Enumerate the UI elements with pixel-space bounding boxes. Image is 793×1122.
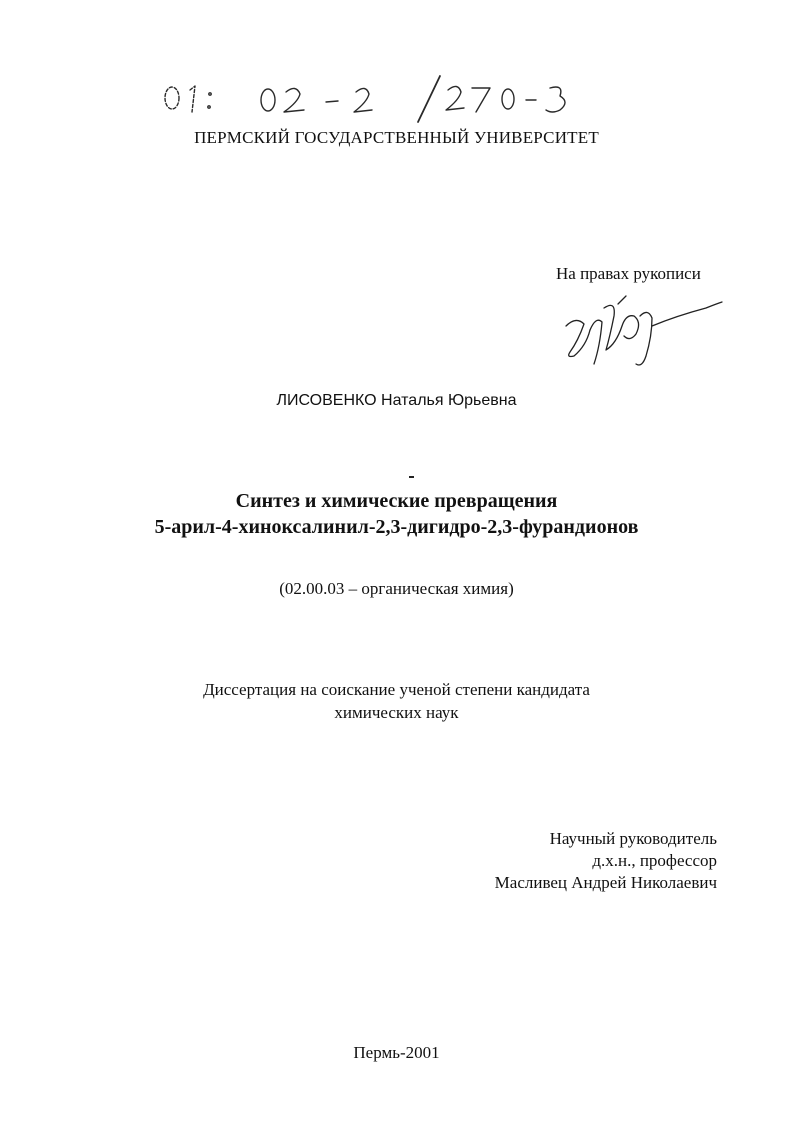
degree-line-2: химических наук	[334, 703, 459, 722]
manuscript-rights-note: На правах рукописи	[556, 264, 701, 283]
city-year: Пермь-2001	[353, 1043, 440, 1062]
degree-line-1: Диссертация на соискание ученой степени кандидата	[203, 680, 590, 699]
supervisor-degree: д.х.н., профессор	[592, 851, 717, 870]
title-line-2: 5-арил-4-хиноксалинил-2,3-дигидро-2,3-фурандионов	[154, 516, 639, 538]
specialty-code: (02.00.03 – органическая химия)	[279, 579, 514, 598]
supervisor-block	[495, 828, 717, 894]
handwritten-signature	[556, 286, 726, 376]
author-name: ЛИСОВЕНКО Наталья Юрьевна	[276, 392, 517, 409]
supervisor-role: Научный руководитель	[549, 829, 717, 848]
university-name: ПЕРМСКИЙ ГОСУДАРСТВЕННЫЙ УНИВЕРСИТЕТ	[194, 128, 599, 147]
dissertation-title	[0, 488, 793, 540]
title-line-1: Синтез и химические превращения	[235, 490, 558, 512]
supervisor-name: Масливец Андрей Николаевич	[494, 873, 717, 892]
handwritten-registration-code	[150, 70, 590, 130]
degree-statement	[0, 678, 793, 724]
print-mark	[409, 476, 414, 478]
